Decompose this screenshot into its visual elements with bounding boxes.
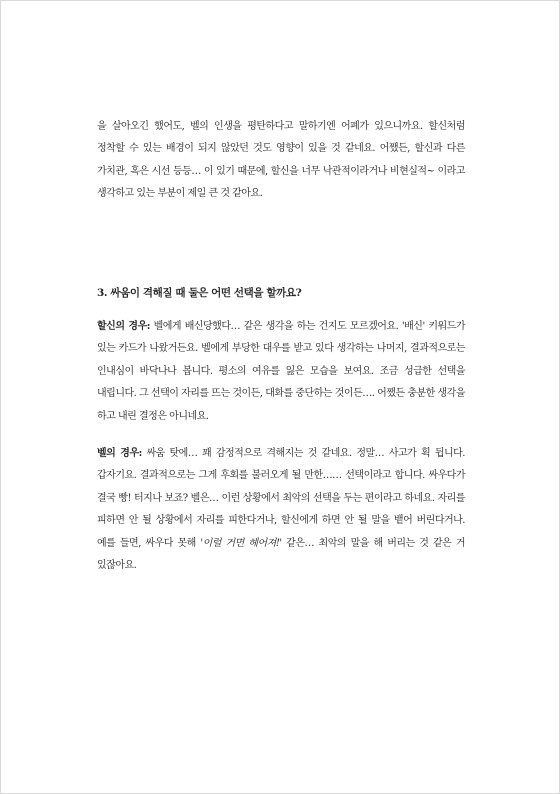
halsin-text: 벨에게 배신당했다… 같은 생각을 하는 건지도 모르겠어요. '배신' 키워드가 있는 카드가 나왔거든요. 벨에게 부당한 대우를 받고 있다 생각하는 나머지, 결과적으로는 인내심이 바닥나나 봅니다. 평소의 여유를 잃은 모습을 보여요. 조금 성급한 선택을 내립니다. 그 선택이 자리를 뜨는 것이든, 대화를 중단하는 것이든…. 어쨌든 충분한 생각을 하고 내린 결정은 아니네요.	[97, 321, 465, 422]
bell-speaker-label: 벨의 경우:	[97, 448, 142, 459]
section-heading: 3. 싸움이 격해질 때 둘은 어떤 선택을 할까요?	[97, 287, 302, 299]
intro-text: 을 살아오긴 했어도, 벨의 인생을 평탄하다고 말하기엔 어폐가 있으니까요. 할신처럼 정착할 수 있는 배경이 되지 않았던 것도 영향이 있을 것 같네요. 어쨌든, 할신과 다른 가치관, 혹은 시선 등등… 이 있기 때문에, 할신을 너무 낙관적이라거나 비현실적~ 이라고 생각하고 있는 부분이 제일 큰 것 같아요.	[97, 121, 465, 200]
bell-quote: '이럴 거면 헤어져!'	[200, 537, 282, 549]
intro-paragraph	[97, 116, 465, 206]
halsin-paragraph	[97, 316, 465, 428]
bell-paragraph	[97, 443, 465, 577]
halsin-speaker-label: 할신의 경우:	[97, 321, 150, 332]
bell-text-before: 싸움 탓에… 꽤 감정적으로 격해지는 것 같네요. 정말… 사고가 획 뒵니다. 갑자기요. 결과적으로는 그게 후회를 불러오게 될 만한…… 선택이라고 합니다. 싸우다가 결국 빵! 터지나 보죠? 벨은… 이런 상황에서 최악의 선택을 두는 편이라고 하네요. 자리를 피하면 안 될 상황에서 자리를 피한다거나, 할신에게 하면 안 될 말을 뱉어 버린다거나. 예를 들면, 싸우다 못해	[97, 448, 465, 549]
bell-text-after: 같은… 최악의 말을 해 버리는 것 같은 거 있잖아요.	[97, 537, 465, 572]
